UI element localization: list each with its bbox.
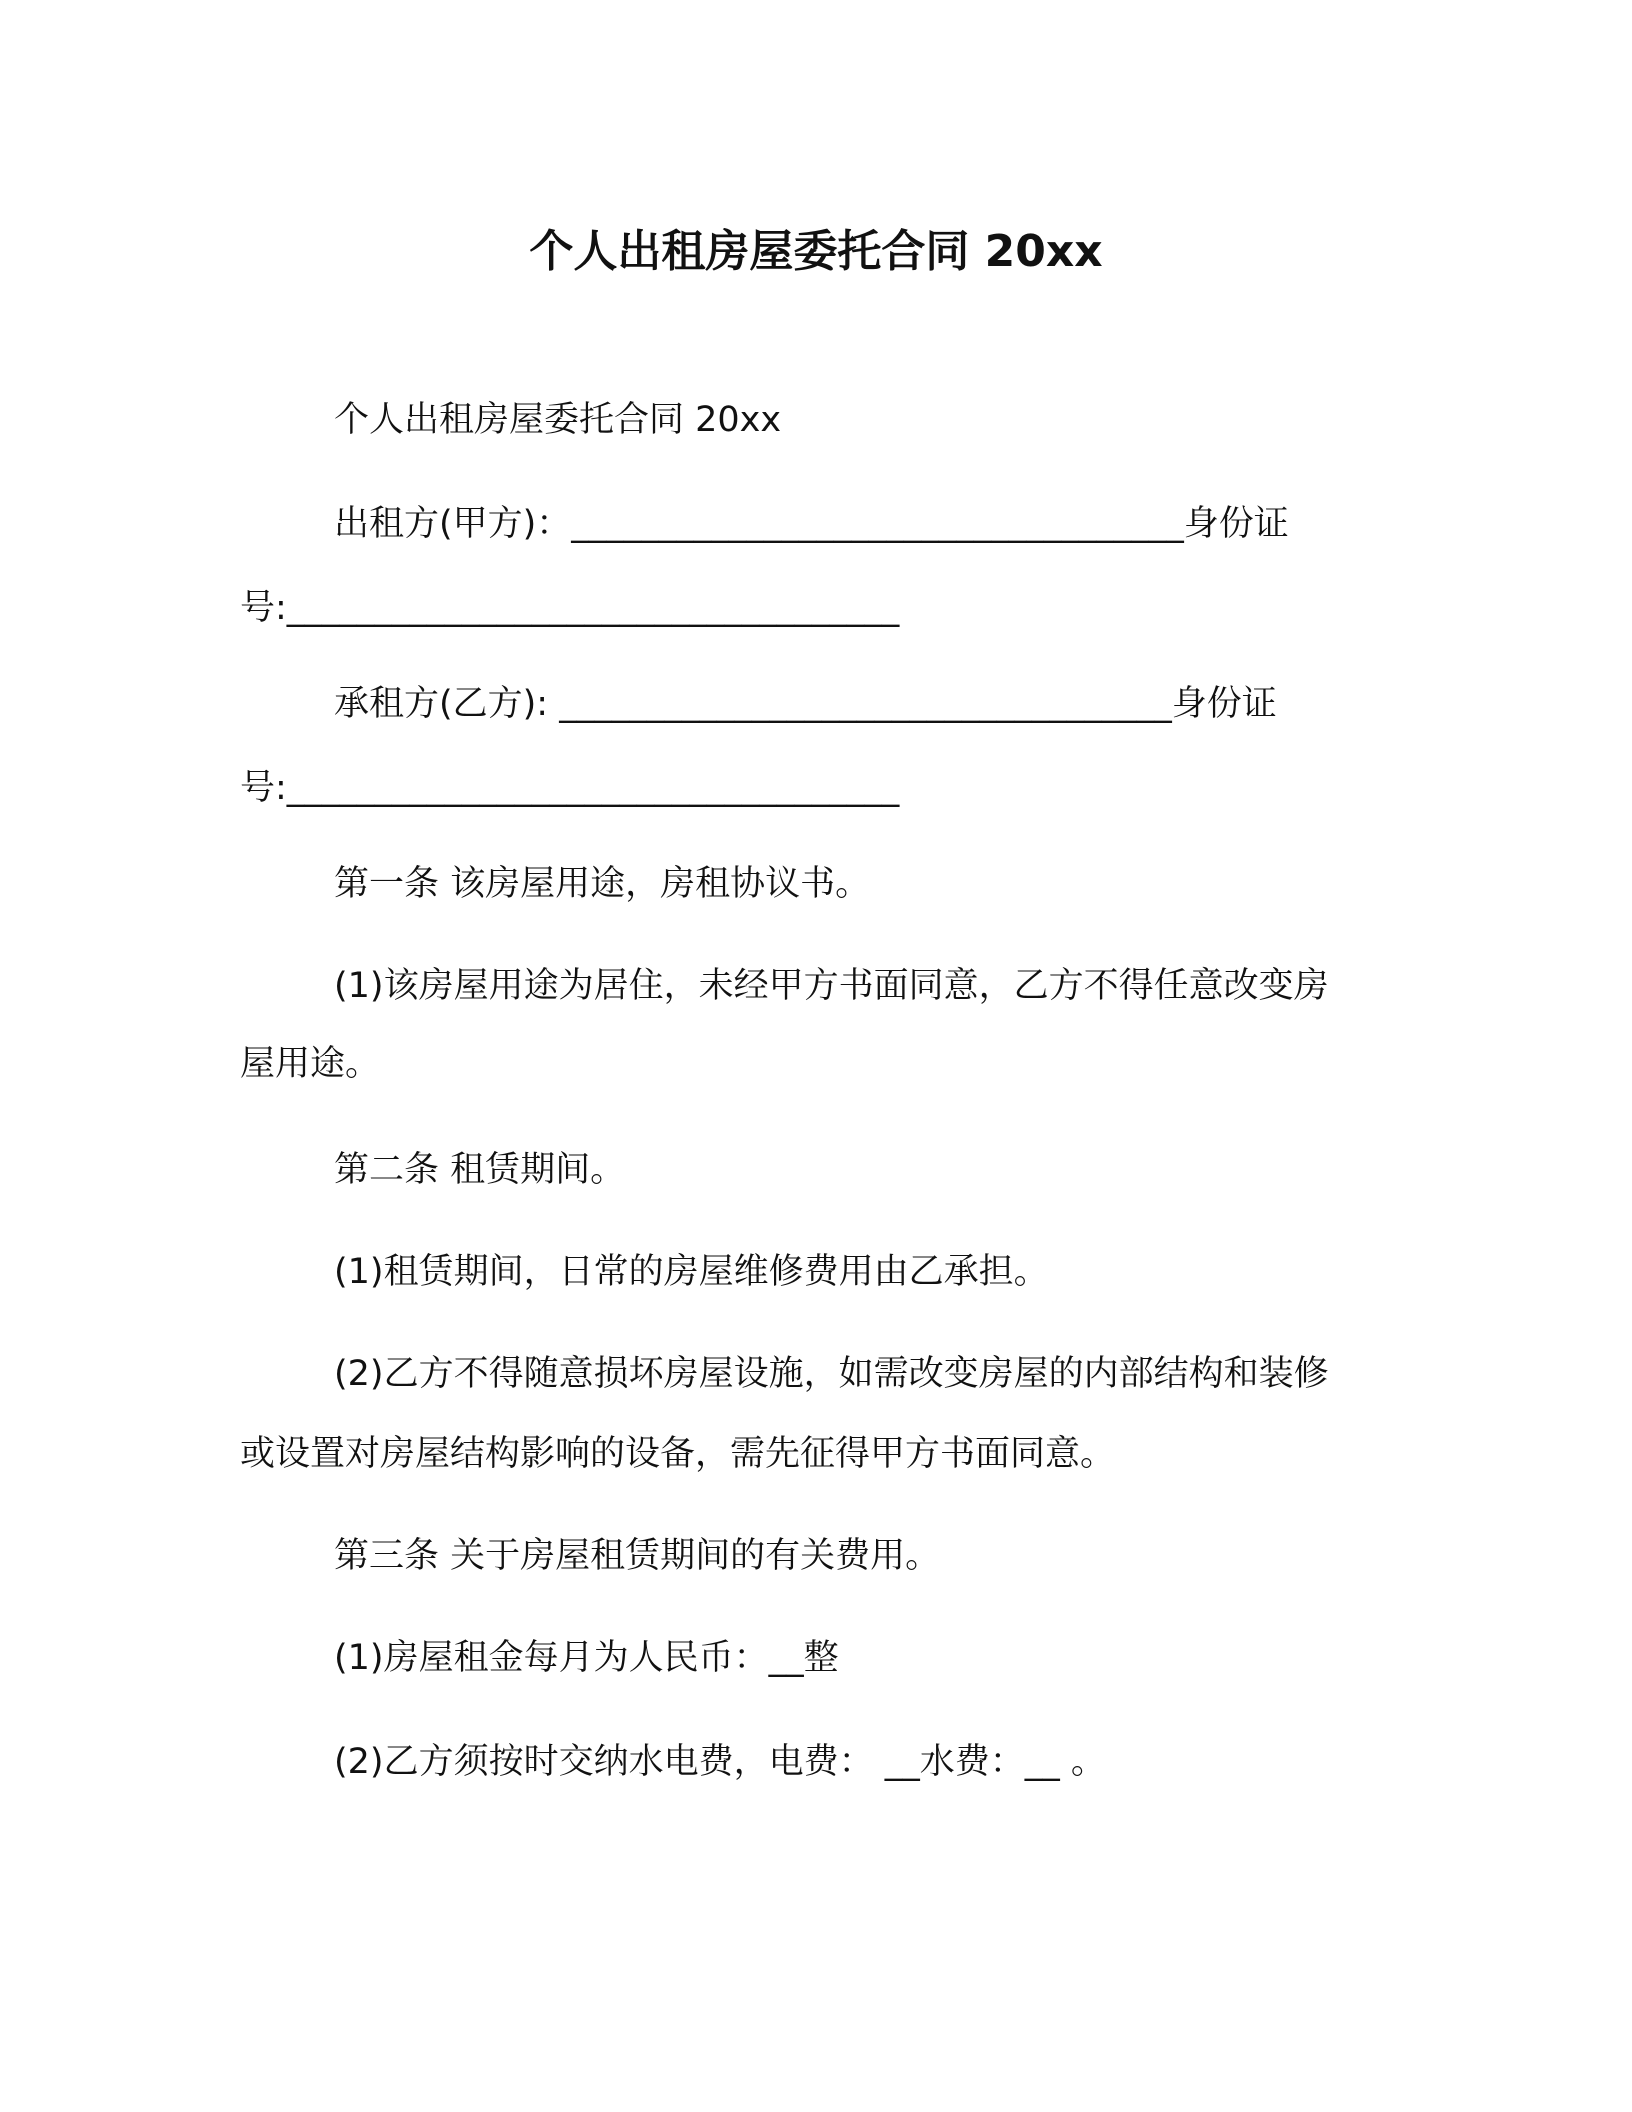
lessee-line: 承租方(乙方): ___________________________________身份证 [334, 684, 1277, 724]
lessor-id-line: 号:___________________________________ [240, 588, 900, 628]
article-1-heading: 第一条 该房屋用途，房租协议书。 [334, 864, 871, 904]
article-2-item-1: (1)租赁期间，日常的房屋维修费用由乙承担。 [334, 1252, 1049, 1292]
lessee-id-line: 号:___________________________________ [240, 768, 900, 808]
article-2-item-2-cont: 或设置对房屋结构影响的设备，需先征得甲方书面同意。 [240, 1434, 1116, 1474]
lessor-line: 出租方(甲方)：___________________________________身份证 [334, 504, 1289, 544]
subtitle-line: 个人出租房屋委托合同 20xx [334, 400, 782, 440]
article-3-item-1: (1)房屋租金每月为人民币：__整 [334, 1638, 839, 1678]
article-1-item-1: (1)该房屋用途为居住，未经甲方书面同意，乙方不得任意改变房 [334, 966, 1329, 1006]
article-2-item-2: (2)乙方不得随意损坏房屋设施，如需改变房屋的内部结构和装修 [334, 1354, 1329, 1394]
document-title: 个人出租房屋委托合同 20xx [529, 226, 1103, 277]
article-3-item-2: (2)乙方须按时交纳水电费，电费： __水费：__ 。 [334, 1742, 1106, 1782]
article-2-heading: 第二条 租赁期间。 [334, 1150, 626, 1190]
article-3-heading: 第三条 关于房屋租赁期间的有关费用。 [334, 1536, 941, 1576]
article-1-item-1-cont: 屋用途。 [240, 1044, 381, 1084]
